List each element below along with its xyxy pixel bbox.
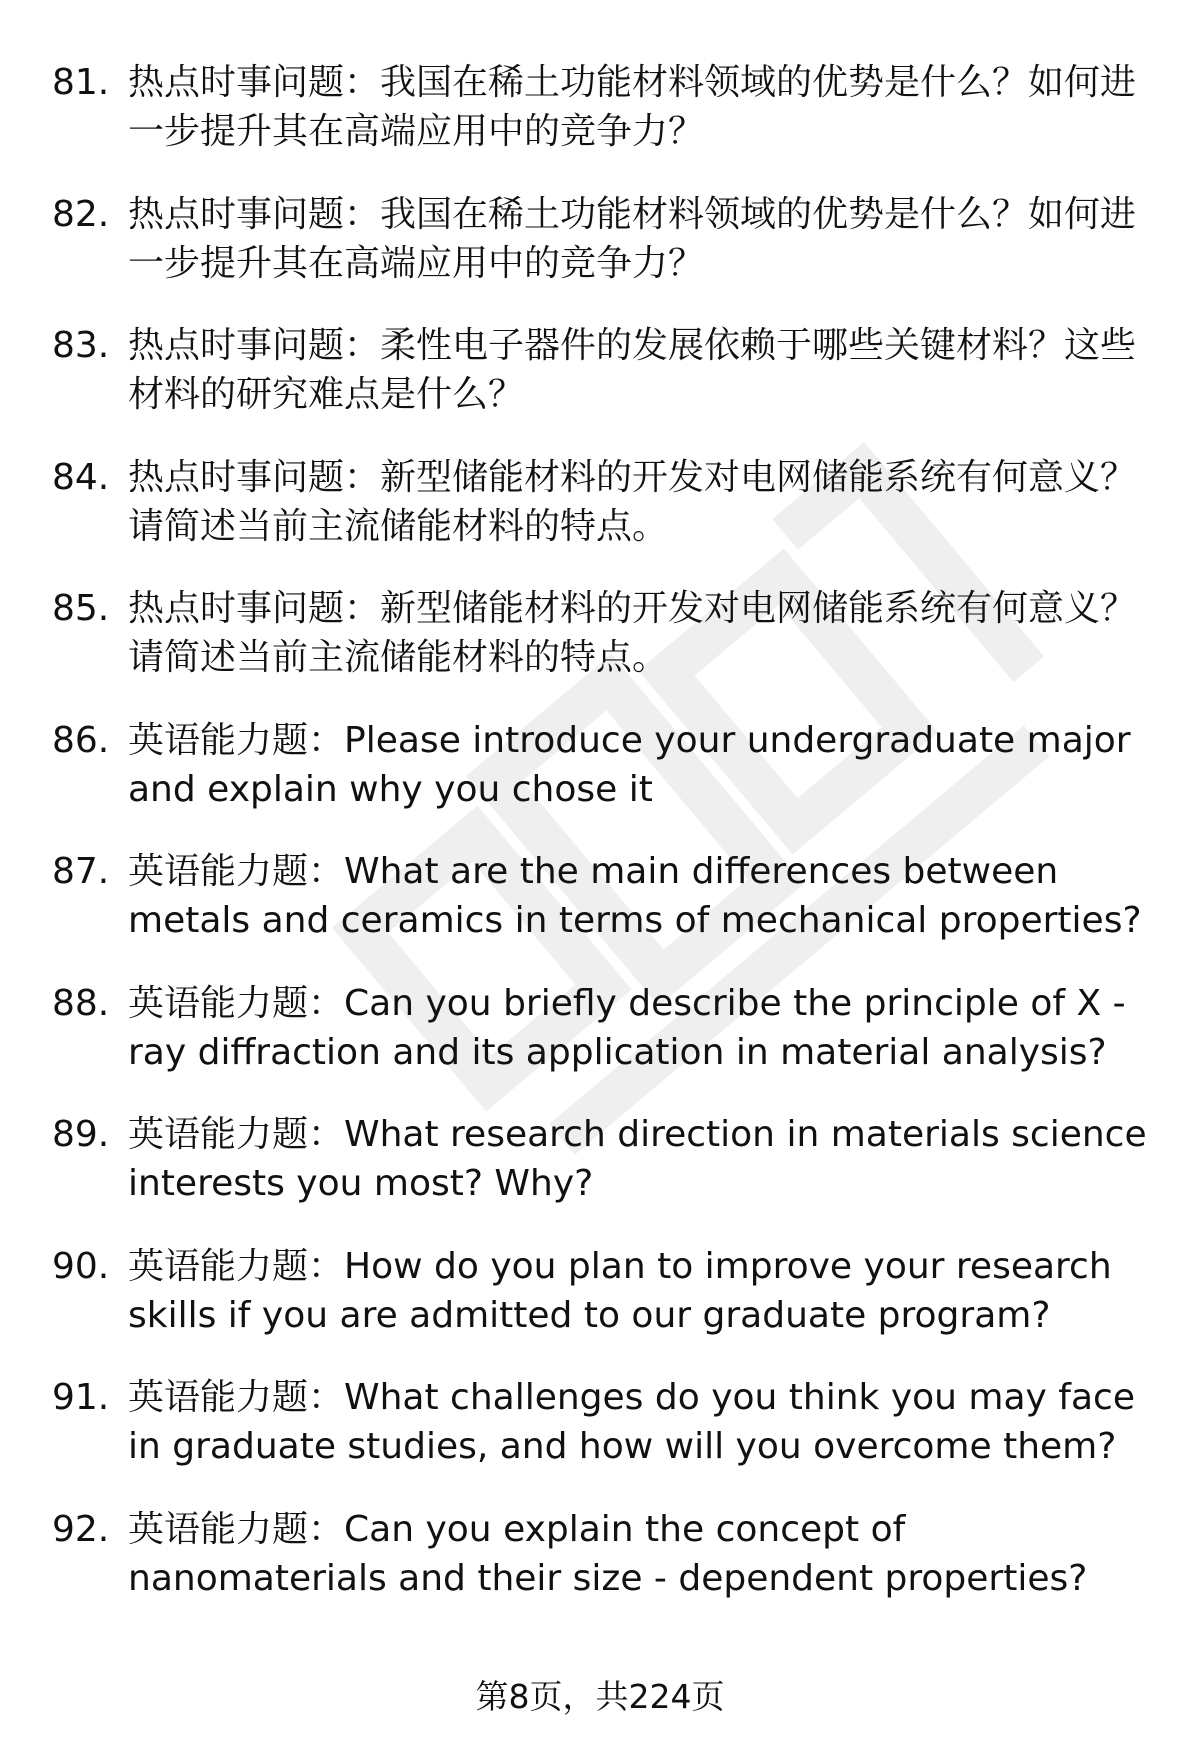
question-item [52, 584, 1162, 682]
question-text: 新型储能材料的开发对电网储能系统有何意义？请简述当前主流储能材料的特点。 [128, 588, 1137, 678]
question-item [52, 1373, 1162, 1471]
question-list [52, 58, 1162, 1636]
question-item [52, 1110, 1162, 1208]
question-category: 热点时事问题： [128, 193, 381, 235]
question-number: 90. [52, 1245, 110, 1287]
question-category: 热点时事问题： [128, 456, 381, 498]
question-category: 英语能力题： [128, 1114, 345, 1155]
question-text: Please introduce your undergraduate major and explain why you chose it [128, 719, 1131, 810]
question-item [52, 979, 1162, 1077]
question-text: What are the main differences between metals and ceramics in terms of mechanical properties? [128, 851, 1142, 941]
question-text: Can you briefly describe the principle of X - ray diffraction and its application in material analysis? [128, 982, 1126, 1073]
question-item [52, 321, 1162, 419]
question-number: 84. [52, 456, 110, 498]
question-category: 英语能力题： [128, 851, 345, 892]
question-text: 我国在稀土功能材料领域的优势是什么？如何进一步提升其在高端应用中的竞争力？ [128, 193, 1137, 284]
question-text: What research direction in materials science interests you most? Why? [128, 1114, 1147, 1204]
question-category: 英语能力题： [128, 1377, 345, 1418]
question-item [52, 58, 1162, 156]
question-number: 91. [52, 1377, 110, 1418]
question-category: 英语能力题： [128, 1245, 345, 1287]
question-item [52, 1242, 1162, 1340]
question-text: 柔性电子器件的发展依赖于哪些关键材料？这些材料的研究难点是什么？ [128, 325, 1137, 415]
question-text: How do you plan to improve your research skills if you are admitted to our graduate program? [128, 1245, 1112, 1336]
question-number: 88. [52, 982, 110, 1024]
question-item [52, 1505, 1162, 1603]
question-text: 我国在稀土功能材料领域的优势是什么？如何进一步提升其在高端应用中的竞争力？ [128, 62, 1137, 152]
question-text: Can you explain the concept of nanomaterials and their size - dependent properties? [128, 1508, 1088, 1599]
question-number: 82. [52, 193, 110, 235]
question-text: 新型储能材料的开发对电网储能系统有何意义？请简述当前主流储能材料的特点。 [128, 456, 1137, 547]
question-category: 英语能力题： [128, 719, 345, 761]
question-number: 85. [52, 588, 110, 629]
question-item [52, 847, 1162, 945]
question-category: 英语能力题： [128, 1508, 345, 1550]
question-number: 86. [52, 719, 110, 761]
question-number: 89. [52, 1114, 110, 1155]
question-category: 热点时事问题： [128, 325, 381, 366]
question-category: 英语能力题： [128, 982, 345, 1024]
question-item [52, 453, 1162, 551]
question-category: 热点时事问题： [128, 62, 381, 103]
question-item [52, 716, 1162, 814]
question-number: 92. [52, 1508, 110, 1550]
question-category: 热点时事问题： [128, 588, 381, 629]
question-number: 81. [52, 62, 110, 103]
page-indicator: 第8页，共224页 [475, 1677, 725, 1716]
question-text: What challenges do you think you may face in graduate studies, and how will you overcome them? [128, 1377, 1135, 1467]
question-number: 87. [52, 851, 110, 892]
question-number: 83. [52, 325, 110, 366]
question-item [52, 190, 1162, 288]
